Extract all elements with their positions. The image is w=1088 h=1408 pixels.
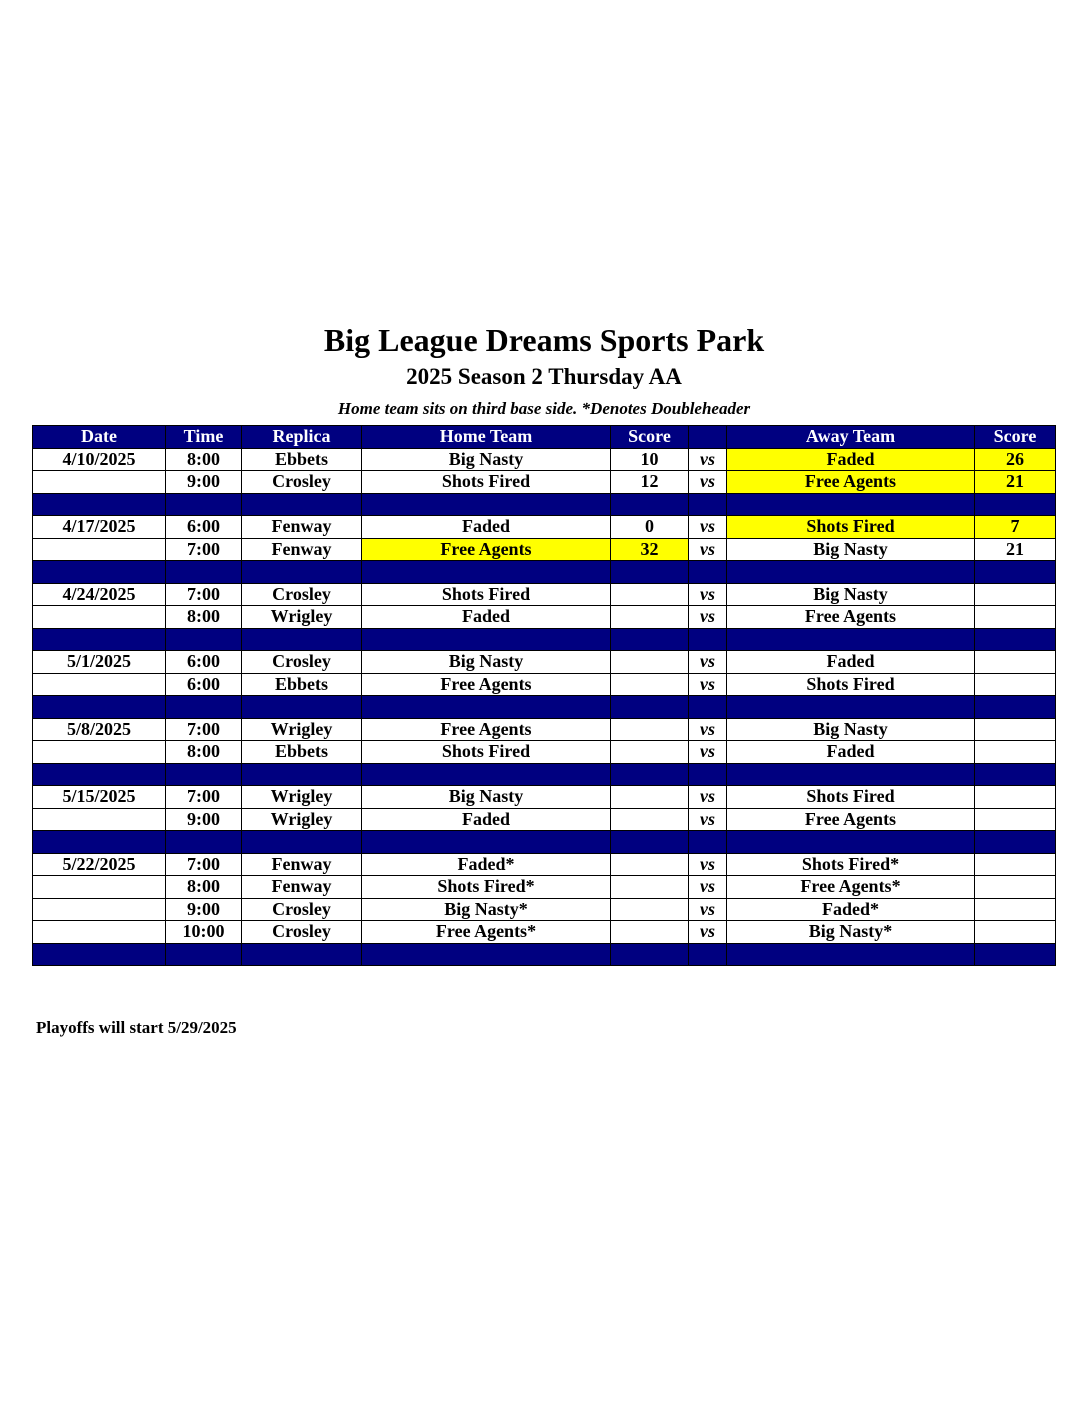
game-row	[33, 853, 1056, 876]
home-score-cell: 12	[611, 471, 689, 494]
game-row	[33, 876, 1056, 899]
week-separator-row	[33, 831, 1056, 854]
week-separator-row	[33, 696, 1056, 719]
date-cell: 5/15/2025	[33, 786, 166, 809]
vs-cell: vs	[689, 741, 727, 764]
home-team-cell: Free Agents	[362, 673, 611, 696]
replica-cell: Ebbets	[242, 448, 362, 471]
separator-cell	[975, 628, 1056, 651]
separator-cell	[975, 696, 1056, 719]
away-score-cell: 26	[975, 448, 1056, 471]
separator-cell	[611, 696, 689, 719]
separator-cell	[242, 493, 362, 516]
separator-cell	[242, 831, 362, 854]
away-score-cell	[975, 718, 1056, 741]
separator-cell	[975, 831, 1056, 854]
separator-cell	[33, 763, 166, 786]
separator-cell	[33, 493, 166, 516]
date-cell	[33, 606, 166, 629]
away-score-cell	[975, 583, 1056, 606]
vs-cell: vs	[689, 876, 727, 899]
replica-cell: Wrigley	[242, 718, 362, 741]
away-score-cell	[975, 606, 1056, 629]
time-cell: 6:00	[166, 516, 242, 539]
home-score-cell	[611, 673, 689, 696]
home-team-cell: Faded*	[362, 853, 611, 876]
separator-cell	[611, 561, 689, 584]
vs-cell: vs	[689, 471, 727, 494]
separator-cell	[975, 493, 1056, 516]
replica-cell: Ebbets	[242, 673, 362, 696]
separator-cell	[727, 561, 975, 584]
separator-cell	[975, 763, 1056, 786]
away-team-cell: Big Nasty	[727, 538, 975, 561]
table-header-row	[33, 426, 1056, 449]
away-score-cell	[975, 808, 1056, 831]
separator-cell	[242, 561, 362, 584]
away-score-cell: 7	[975, 516, 1056, 539]
week-separator-row	[33, 943, 1056, 966]
vs-cell: vs	[689, 786, 727, 809]
away-team-cell: Shots Fired	[727, 516, 975, 539]
time-cell: 8:00	[166, 606, 242, 629]
col-header-away-score: Score	[975, 426, 1056, 449]
away-score-cell	[975, 898, 1056, 921]
time-cell: 7:00	[166, 853, 242, 876]
separator-cell	[727, 628, 975, 651]
away-team-cell: Faded	[727, 741, 975, 764]
game-row	[33, 673, 1056, 696]
away-score-cell	[975, 876, 1056, 899]
away-team-cell: Free Agents	[727, 471, 975, 494]
separator-cell	[975, 561, 1056, 584]
away-team-cell: Faded*	[727, 898, 975, 921]
date-cell	[33, 876, 166, 899]
home-team-cell: Big Nasty	[362, 786, 611, 809]
date-cell: 5/1/2025	[33, 651, 166, 674]
separator-cell	[166, 831, 242, 854]
separator-cell	[33, 696, 166, 719]
home-team-cell: Shots Fired	[362, 471, 611, 494]
game-row	[33, 741, 1056, 764]
away-score-cell	[975, 651, 1056, 674]
replica-cell: Ebbets	[242, 741, 362, 764]
separator-cell	[362, 763, 611, 786]
separator-cell	[362, 628, 611, 651]
separator-cell	[611, 628, 689, 651]
away-team-cell: Free Agents*	[727, 876, 975, 899]
replica-cell: Wrigley	[242, 786, 362, 809]
replica-cell: Crosley	[242, 583, 362, 606]
date-cell	[33, 921, 166, 944]
home-team-cell: Faded	[362, 516, 611, 539]
separator-cell	[166, 561, 242, 584]
vs-cell: vs	[689, 651, 727, 674]
time-cell: 7:00	[166, 583, 242, 606]
home-score-cell: 10	[611, 448, 689, 471]
game-row	[33, 606, 1056, 629]
col-header-date: Date	[33, 426, 166, 449]
time-cell: 9:00	[166, 471, 242, 494]
date-cell: 5/22/2025	[33, 853, 166, 876]
vs-cell: vs	[689, 808, 727, 831]
separator-cell	[166, 943, 242, 966]
vs-cell: vs	[689, 673, 727, 696]
schedule-note: Home team sits on third base side. *Denotes Doubleheader	[337, 399, 751, 418]
vs-cell: vs	[689, 606, 727, 629]
col-header-replica: Replica	[242, 426, 362, 449]
away-team-cell: Shots Fired*	[727, 853, 975, 876]
separator-cell	[727, 696, 975, 719]
separator-cell	[689, 696, 727, 719]
time-cell: 10:00	[166, 921, 242, 944]
away-team-cell: Free Agents	[727, 808, 975, 831]
home-score-cell: 32	[611, 538, 689, 561]
game-row	[33, 583, 1056, 606]
separator-cell	[166, 493, 242, 516]
date-cell	[33, 808, 166, 831]
week-separator-row	[33, 763, 1056, 786]
separator-cell	[33, 831, 166, 854]
home-score-cell	[611, 808, 689, 831]
vs-cell: vs	[689, 898, 727, 921]
home-score-cell	[611, 786, 689, 809]
time-cell: 8:00	[166, 741, 242, 764]
home-team-cell: Big Nasty*	[362, 898, 611, 921]
away-team-cell: Faded	[727, 651, 975, 674]
col-header-time: Time	[166, 426, 242, 449]
time-cell: 7:00	[166, 786, 242, 809]
home-score-cell	[611, 718, 689, 741]
time-cell: 8:00	[166, 448, 242, 471]
replica-cell: Wrigley	[242, 808, 362, 831]
separator-cell	[689, 763, 727, 786]
separator-cell	[242, 628, 362, 651]
away-score-cell: 21	[975, 471, 1056, 494]
week-separator-row	[33, 493, 1056, 516]
replica-cell: Crosley	[242, 898, 362, 921]
time-cell: 6:00	[166, 673, 242, 696]
vs-cell: vs	[689, 538, 727, 561]
away-team-cell: Big Nasty	[727, 718, 975, 741]
away-score-cell	[975, 673, 1056, 696]
away-score-cell	[975, 741, 1056, 764]
home-team-cell: Big Nasty	[362, 448, 611, 471]
separator-cell	[362, 561, 611, 584]
col-header-home-team: Home Team	[362, 426, 611, 449]
game-row	[33, 898, 1056, 921]
separator-cell	[166, 628, 242, 651]
separator-cell	[727, 493, 975, 516]
separator-cell	[33, 943, 166, 966]
home-score-cell	[611, 921, 689, 944]
separator-cell	[166, 763, 242, 786]
separator-cell	[611, 831, 689, 854]
replica-cell: Crosley	[242, 651, 362, 674]
separator-cell	[689, 831, 727, 854]
date-cell	[33, 898, 166, 921]
home-team-cell: Free Agents	[362, 718, 611, 741]
separator-cell	[33, 561, 166, 584]
vs-cell: vs	[689, 516, 727, 539]
schedule-body	[33, 448, 1056, 966]
separator-cell	[727, 943, 975, 966]
home-team-cell: Faded	[362, 606, 611, 629]
separator-cell	[689, 943, 727, 966]
schedule-table	[32, 425, 1056, 966]
date-cell	[33, 673, 166, 696]
vs-cell: vs	[689, 921, 727, 944]
date-cell: 4/10/2025	[33, 448, 166, 471]
home-team-cell: Faded	[362, 808, 611, 831]
game-row	[33, 786, 1056, 809]
home-team-cell: Shots Fired	[362, 583, 611, 606]
away-team-cell: Shots Fired	[727, 786, 975, 809]
time-cell: 9:00	[166, 898, 242, 921]
home-score-cell	[611, 876, 689, 899]
week-separator-row	[33, 628, 1056, 651]
away-score-cell: 21	[975, 538, 1056, 561]
replica-cell: Crosley	[242, 471, 362, 494]
time-cell: 7:00	[166, 718, 242, 741]
game-row	[33, 448, 1056, 471]
separator-cell	[727, 831, 975, 854]
separator-cell	[362, 493, 611, 516]
separator-cell	[242, 696, 362, 719]
game-row	[33, 921, 1056, 944]
replica-cell: Fenway	[242, 876, 362, 899]
away-score-cell	[975, 921, 1056, 944]
separator-cell	[975, 943, 1056, 966]
separator-cell	[362, 943, 611, 966]
separator-cell	[362, 696, 611, 719]
date-cell	[33, 538, 166, 561]
replica-cell: Fenway	[242, 853, 362, 876]
separator-cell	[689, 628, 727, 651]
home-score-cell	[611, 606, 689, 629]
home-team-cell: Shots Fired*	[362, 876, 611, 899]
home-team-cell: Free Agents	[362, 538, 611, 561]
away-team-cell: Free Agents	[727, 606, 975, 629]
game-row	[33, 471, 1056, 494]
replica-cell: Fenway	[242, 538, 362, 561]
separator-cell	[689, 561, 727, 584]
game-row	[33, 808, 1056, 831]
replica-cell: Fenway	[242, 516, 362, 539]
time-cell: 7:00	[166, 538, 242, 561]
time-cell: 6:00	[166, 651, 242, 674]
away-score-cell	[975, 853, 1056, 876]
home-team-cell: Shots Fired	[362, 741, 611, 764]
game-row	[33, 538, 1056, 561]
home-score-cell: 0	[611, 516, 689, 539]
date-cell	[33, 471, 166, 494]
separator-cell	[727, 763, 975, 786]
date-cell: 5/8/2025	[33, 718, 166, 741]
home-score-cell	[611, 898, 689, 921]
col-header-away-team: Away Team	[727, 426, 975, 449]
page-subtitle: 2025 Season 2 Thursday AA	[406, 364, 682, 389]
vs-cell: vs	[689, 448, 727, 471]
time-cell: 9:00	[166, 808, 242, 831]
away-team-cell: Shots Fired	[727, 673, 975, 696]
away-team-cell: Faded	[727, 448, 975, 471]
separator-cell	[242, 943, 362, 966]
home-score-cell	[611, 741, 689, 764]
col-header-vs	[689, 426, 727, 449]
home-score-cell	[611, 651, 689, 674]
game-row	[33, 718, 1056, 741]
separator-cell	[611, 943, 689, 966]
home-team-cell: Free Agents*	[362, 921, 611, 944]
away-team-cell: Big Nasty	[727, 583, 975, 606]
replica-cell: Crosley	[242, 921, 362, 944]
away-score-cell	[975, 786, 1056, 809]
replica-cell: Wrigley	[242, 606, 362, 629]
week-separator-row	[33, 561, 1056, 584]
separator-cell	[689, 493, 727, 516]
separator-cell	[611, 493, 689, 516]
game-row	[33, 516, 1056, 539]
separator-cell	[33, 628, 166, 651]
page-title: Big League Dreams Sports Park	[323, 322, 765, 358]
date-cell: 4/24/2025	[33, 583, 166, 606]
home-team-cell: Big Nasty	[362, 651, 611, 674]
col-header-home-score: Score	[611, 426, 689, 449]
home-score-cell	[611, 583, 689, 606]
vs-cell: vs	[689, 718, 727, 741]
vs-cell: vs	[689, 853, 727, 876]
separator-cell	[166, 696, 242, 719]
away-team-cell: Big Nasty*	[727, 921, 975, 944]
playoffs-note: Playoffs will start 5/29/2025	[36, 1018, 237, 1037]
time-cell: 8:00	[166, 876, 242, 899]
separator-cell	[362, 831, 611, 854]
date-cell: 4/17/2025	[33, 516, 166, 539]
home-score-cell	[611, 853, 689, 876]
vs-cell: vs	[689, 583, 727, 606]
separator-cell	[611, 763, 689, 786]
separator-cell	[242, 763, 362, 786]
game-row	[33, 651, 1056, 674]
date-cell	[33, 741, 166, 764]
